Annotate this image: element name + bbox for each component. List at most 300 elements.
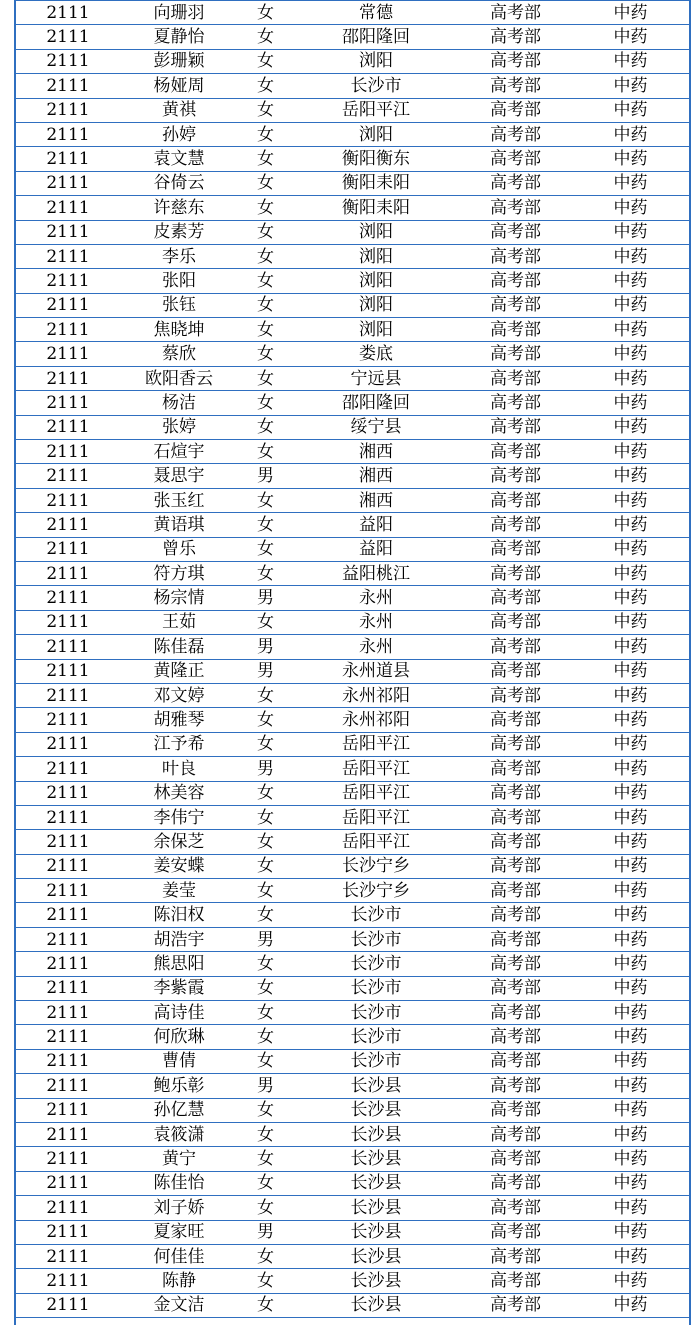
- department-cell: 高考部: [459, 1220, 572, 1244]
- gender-cell: 女: [238, 732, 293, 756]
- class-cell: 2111: [16, 781, 120, 805]
- gender-cell: 女: [238, 196, 293, 220]
- hometown-cell: 长沙市: [293, 1049, 459, 1073]
- major-cell: 中药: [572, 513, 689, 537]
- hometown-cell: 浏阳: [293, 293, 459, 317]
- table-row: [16, 1074, 689, 1098]
- class-cell: 2111: [16, 1196, 120, 1220]
- gender-cell: 女: [238, 537, 293, 561]
- hometown-cell: 永州道县: [293, 659, 459, 683]
- major-cell: 中药: [572, 391, 689, 415]
- hometown-cell: 永州: [293, 635, 459, 659]
- department-cell: 高考部: [459, 440, 572, 464]
- class-cell: 2111: [16, 1, 120, 25]
- name-cell: 焦晓坤: [120, 318, 238, 342]
- class-cell: 2111: [16, 927, 120, 951]
- department-cell: 高考部: [459, 464, 572, 488]
- major-cell: 中药: [572, 952, 689, 976]
- gender-cell: 男: [238, 1220, 293, 1244]
- gender-cell: 女: [238, 1269, 293, 1293]
- gender-cell: 女: [238, 122, 293, 146]
- class-cell: 2111: [16, 879, 120, 903]
- department-cell: 高考部: [459, 1269, 572, 1293]
- hometown-cell: 岳阳平江: [293, 805, 459, 829]
- major-cell: 中药: [572, 830, 689, 854]
- table-row: [16, 1147, 689, 1171]
- major-cell: 中药: [572, 171, 689, 195]
- name-cell: 邓文婷: [120, 683, 238, 707]
- table-row: [16, 659, 689, 683]
- gender-cell: 女: [238, 147, 293, 171]
- major-cell: 中药: [572, 708, 689, 732]
- hometown-cell: 湘西: [293, 488, 459, 512]
- gender-cell: 女: [238, 25, 293, 49]
- gender-cell: 女: [238, 879, 293, 903]
- class-cell: 2111: [16, 805, 120, 829]
- class-cell: 2111: [16, 1220, 120, 1244]
- class-cell: 2111: [16, 635, 120, 659]
- department-cell: 高考部: [459, 1098, 572, 1122]
- gender-cell: 男: [238, 635, 293, 659]
- name-cell: 黄隆正: [120, 659, 238, 683]
- table-row: [16, 25, 689, 49]
- name-cell: 陈静: [120, 1269, 238, 1293]
- major-cell: 中药: [572, 927, 689, 951]
- hometown-cell: 浏阳: [293, 269, 459, 293]
- hometown-cell: 长沙宁乡: [293, 879, 459, 903]
- gender-cell: 女: [238, 1025, 293, 1049]
- table-row: [16, 1, 689, 25]
- name-cell: 谷倚云: [120, 171, 238, 195]
- major-cell: 中药: [572, 318, 689, 342]
- table-row: [16, 513, 689, 537]
- table-row: [16, 244, 689, 268]
- name-cell: 符方琪: [120, 561, 238, 585]
- name-cell: 曹倩: [120, 1049, 238, 1073]
- class-cell: 2111: [16, 98, 120, 122]
- gender-cell: 男: [238, 1074, 293, 1098]
- gender-cell: 男: [238, 927, 293, 951]
- class-cell: 2111: [16, 1293, 120, 1317]
- hometown-cell: 长沙县: [293, 1074, 459, 1098]
- major-cell: 中药: [572, 1220, 689, 1244]
- major-cell: 中药: [572, 1001, 689, 1025]
- hometown-cell: 长沙县: [293, 1220, 459, 1244]
- class-cell: 2111: [16, 1171, 120, 1195]
- hometown-cell: 长沙县: [293, 1244, 459, 1268]
- department-cell: 高考部: [459, 537, 572, 561]
- hometown-cell: 长沙县: [293, 1196, 459, 1220]
- department-cell: 高考部: [459, 1049, 572, 1073]
- department-cell: 高考部: [459, 25, 572, 49]
- hometown-cell: 衡阳衡东: [293, 147, 459, 171]
- name-cell: 江予希: [120, 732, 238, 756]
- class-cell: 2111: [16, 269, 120, 293]
- department-cell: 高考部: [459, 318, 572, 342]
- hometown-cell: 长沙县: [293, 1098, 459, 1122]
- gender-cell: 男: [238, 464, 293, 488]
- major-cell: 中药: [572, 610, 689, 634]
- department-cell: 高考部: [459, 415, 572, 439]
- hometown-cell: 长沙市: [293, 1001, 459, 1025]
- gender-cell: 女: [238, 1196, 293, 1220]
- major-cell: 中药: [572, 1147, 689, 1171]
- table-row: [16, 415, 689, 439]
- table-row: [16, 903, 689, 927]
- name-cell: 李伟宁: [120, 805, 238, 829]
- table-row: [16, 488, 689, 512]
- hometown-cell: 永州: [293, 610, 459, 634]
- hometown-cell: 邵阳隆回: [293, 391, 459, 415]
- gender-cell: 女: [238, 1122, 293, 1146]
- department-cell: 高考部: [459, 1, 572, 25]
- name-cell: 张阳: [120, 269, 238, 293]
- class-cell: 2111: [16, 683, 120, 707]
- department-cell: 高考部: [459, 879, 572, 903]
- department-cell: 高考部: [459, 805, 572, 829]
- table-row: [16, 927, 689, 951]
- student-roster-table: [16, 0, 689, 1318]
- department-cell: 高考部: [459, 952, 572, 976]
- major-cell: 中药: [572, 293, 689, 317]
- major-cell: 中药: [572, 1269, 689, 1293]
- department-cell: 高考部: [459, 561, 572, 585]
- gender-cell: 女: [238, 1049, 293, 1073]
- name-cell: 王茹: [120, 610, 238, 634]
- major-cell: 中药: [572, 415, 689, 439]
- roster-body: [16, 1, 689, 1318]
- gender-cell: 女: [238, 391, 293, 415]
- class-cell: 2111: [16, 293, 120, 317]
- hometown-cell: 浏阳: [293, 244, 459, 268]
- major-cell: 中药: [572, 1098, 689, 1122]
- hometown-cell: 长沙市: [293, 927, 459, 951]
- class-cell: 2111: [16, 366, 120, 390]
- department-cell: 高考部: [459, 854, 572, 878]
- major-cell: 中药: [572, 1074, 689, 1098]
- table-row: [16, 1196, 689, 1220]
- class-cell: 2111: [16, 171, 120, 195]
- department-cell: 高考部: [459, 220, 572, 244]
- table-row: [16, 586, 689, 610]
- gender-cell: 女: [238, 318, 293, 342]
- gender-cell: 女: [238, 49, 293, 73]
- gender-cell: 女: [238, 220, 293, 244]
- gender-cell: 男: [238, 757, 293, 781]
- hometown-cell: 长沙县: [293, 1122, 459, 1146]
- table-row: [16, 854, 689, 878]
- major-cell: 中药: [572, 537, 689, 561]
- table-row: [16, 1220, 689, 1244]
- hometown-cell: 岳阳平江: [293, 830, 459, 854]
- gender-cell: 女: [238, 415, 293, 439]
- class-cell: 2111: [16, 537, 120, 561]
- table-row: [16, 561, 689, 585]
- major-cell: 中药: [572, 49, 689, 73]
- department-cell: 高考部: [459, 488, 572, 512]
- hometown-cell: 永州: [293, 586, 459, 610]
- department-cell: 高考部: [459, 586, 572, 610]
- class-cell: 2111: [16, 1122, 120, 1146]
- hometown-cell: 浏阳: [293, 318, 459, 342]
- table-row: [16, 391, 689, 415]
- student-roster-sheet: [14, 0, 691, 1325]
- major-cell: 中药: [572, 25, 689, 49]
- hometown-cell: 长沙市: [293, 952, 459, 976]
- department-cell: 高考部: [459, 1171, 572, 1195]
- department-cell: 高考部: [459, 610, 572, 634]
- hometown-cell: 长沙县: [293, 1171, 459, 1195]
- class-cell: 2111: [16, 25, 120, 49]
- table-row: [16, 879, 689, 903]
- name-cell: 金文洁: [120, 1293, 238, 1317]
- major-cell: 中药: [572, 879, 689, 903]
- class-cell: 2111: [16, 513, 120, 537]
- class-cell: 2111: [16, 1098, 120, 1122]
- table-row: [16, 635, 689, 659]
- table-row: [16, 366, 689, 390]
- department-cell: 高考部: [459, 708, 572, 732]
- major-cell: 中药: [572, 74, 689, 98]
- major-cell: 中药: [572, 1244, 689, 1268]
- gender-cell: 女: [238, 244, 293, 268]
- name-cell: 叶良: [120, 757, 238, 781]
- table-row: [16, 147, 689, 171]
- class-cell: 2111: [16, 1269, 120, 1293]
- table-row: [16, 732, 689, 756]
- gender-cell: 男: [238, 586, 293, 610]
- table-row: [16, 952, 689, 976]
- table-row: [16, 757, 689, 781]
- name-cell: 林美容: [120, 781, 238, 805]
- department-cell: 高考部: [459, 269, 572, 293]
- department-cell: 高考部: [459, 635, 572, 659]
- gender-cell: 女: [238, 1244, 293, 1268]
- table-row: [16, 781, 689, 805]
- gender-cell: 女: [238, 366, 293, 390]
- major-cell: 中药: [572, 1122, 689, 1146]
- name-cell: 曾乐: [120, 537, 238, 561]
- gender-cell: 女: [238, 1147, 293, 1171]
- hometown-cell: 益阳: [293, 513, 459, 537]
- gender-cell: 女: [238, 440, 293, 464]
- gender-cell: 女: [238, 342, 293, 366]
- name-cell: 陈佳磊: [120, 635, 238, 659]
- department-cell: 高考部: [459, 513, 572, 537]
- hometown-cell: 长沙县: [293, 1147, 459, 1171]
- name-cell: 胡雅琴: [120, 708, 238, 732]
- department-cell: 高考部: [459, 732, 572, 756]
- class-cell: 2111: [16, 854, 120, 878]
- major-cell: 中药: [572, 1293, 689, 1317]
- table-row: [16, 1122, 689, 1146]
- major-cell: 中药: [572, 1049, 689, 1073]
- class-cell: 2111: [16, 708, 120, 732]
- class-cell: 2111: [16, 1244, 120, 1268]
- table-row: [16, 464, 689, 488]
- class-cell: 2111: [16, 49, 120, 73]
- gender-cell: 女: [238, 781, 293, 805]
- class-cell: 2111: [16, 440, 120, 464]
- hometown-cell: 永州祁阳: [293, 708, 459, 732]
- hometown-cell: 岳阳平江: [293, 781, 459, 805]
- hometown-cell: 衡阳耒阳: [293, 196, 459, 220]
- department-cell: 高考部: [459, 1122, 572, 1146]
- gender-cell: 女: [238, 269, 293, 293]
- name-cell: 黄祺: [120, 98, 238, 122]
- gender-cell: 男: [238, 659, 293, 683]
- major-cell: 中药: [572, 635, 689, 659]
- department-cell: 高考部: [459, 1244, 572, 1268]
- name-cell: 黄语琪: [120, 513, 238, 537]
- hometown-cell: 宁远县: [293, 366, 459, 390]
- class-cell: 2111: [16, 1147, 120, 1171]
- department-cell: 高考部: [459, 122, 572, 146]
- name-cell: 何佳佳: [120, 1244, 238, 1268]
- class-cell: 2111: [16, 244, 120, 268]
- table-row: [16, 269, 689, 293]
- department-cell: 高考部: [459, 98, 572, 122]
- hometown-cell: 衡阳耒阳: [293, 171, 459, 195]
- gender-cell: 女: [238, 1171, 293, 1195]
- class-cell: 2111: [16, 74, 120, 98]
- name-cell: 蔡欣: [120, 342, 238, 366]
- table-row: [16, 830, 689, 854]
- hometown-cell: 永州祁阳: [293, 683, 459, 707]
- name-cell: 胡浩宇: [120, 927, 238, 951]
- table-row: [16, 1269, 689, 1293]
- name-cell: 夏家旺: [120, 1220, 238, 1244]
- class-cell: 2111: [16, 976, 120, 1000]
- name-cell: 高诗佳: [120, 1001, 238, 1025]
- name-cell: 黄宁: [120, 1147, 238, 1171]
- hometown-cell: 岳阳平江: [293, 732, 459, 756]
- gender-cell: 女: [238, 976, 293, 1000]
- table-row: [16, 537, 689, 561]
- class-cell: 2111: [16, 830, 120, 854]
- department-cell: 高考部: [459, 196, 572, 220]
- major-cell: 中药: [572, 757, 689, 781]
- table-row: [16, 440, 689, 464]
- gender-cell: 女: [238, 952, 293, 976]
- table-row: [16, 196, 689, 220]
- department-cell: 高考部: [459, 1074, 572, 1098]
- major-cell: 中药: [572, 488, 689, 512]
- hometown-cell: 邵阳隆回: [293, 25, 459, 49]
- major-cell: 中药: [572, 1196, 689, 1220]
- table-row: [16, 318, 689, 342]
- name-cell: 李紫霞: [120, 976, 238, 1000]
- table-row: [16, 49, 689, 73]
- major-cell: 中药: [572, 98, 689, 122]
- department-cell: 高考部: [459, 171, 572, 195]
- department-cell: 高考部: [459, 49, 572, 73]
- class-cell: 2111: [16, 903, 120, 927]
- class-cell: 2111: [16, 732, 120, 756]
- class-cell: 2111: [16, 757, 120, 781]
- class-cell: 2111: [16, 415, 120, 439]
- department-cell: 高考部: [459, 1196, 572, 1220]
- name-cell: 孙婷: [120, 122, 238, 146]
- hometown-cell: 长沙县: [293, 1293, 459, 1317]
- class-cell: 2111: [16, 122, 120, 146]
- class-cell: 2111: [16, 1074, 120, 1098]
- name-cell: 姜安蝶: [120, 854, 238, 878]
- hometown-cell: 浏阳: [293, 49, 459, 73]
- name-cell: 夏静怡: [120, 25, 238, 49]
- hometown-cell: 长沙市: [293, 976, 459, 1000]
- major-cell: 中药: [572, 903, 689, 927]
- table-row: [16, 1049, 689, 1073]
- table-row: [16, 976, 689, 1000]
- table-row: [16, 342, 689, 366]
- name-cell: 石煊宇: [120, 440, 238, 464]
- hometown-cell: 长沙宁乡: [293, 854, 459, 878]
- table-row: [16, 98, 689, 122]
- gender-cell: 女: [238, 854, 293, 878]
- name-cell: 何欣琳: [120, 1025, 238, 1049]
- department-cell: 高考部: [459, 830, 572, 854]
- table-row: [16, 122, 689, 146]
- table-row: [16, 610, 689, 634]
- class-cell: 2111: [16, 1049, 120, 1073]
- class-cell: 2111: [16, 561, 120, 585]
- hometown-cell: 益阳: [293, 537, 459, 561]
- hometown-cell: 长沙市: [293, 74, 459, 98]
- table-row: [16, 220, 689, 244]
- department-cell: 高考部: [459, 74, 572, 98]
- major-cell: 中药: [572, 805, 689, 829]
- major-cell: 中药: [572, 854, 689, 878]
- class-cell: 2111: [16, 196, 120, 220]
- department-cell: 高考部: [459, 659, 572, 683]
- department-cell: 高考部: [459, 927, 572, 951]
- gender-cell: 女: [238, 513, 293, 537]
- gender-cell: 女: [238, 293, 293, 317]
- gender-cell: 女: [238, 74, 293, 98]
- department-cell: 高考部: [459, 757, 572, 781]
- gender-cell: 女: [238, 561, 293, 585]
- hometown-cell: 长沙市: [293, 903, 459, 927]
- name-cell: 许慈东: [120, 196, 238, 220]
- table-row: [16, 683, 689, 707]
- name-cell: 张婷: [120, 415, 238, 439]
- hometown-cell: 绥宁县: [293, 415, 459, 439]
- table-row: [16, 1244, 689, 1268]
- major-cell: 中药: [572, 464, 689, 488]
- gender-cell: 女: [238, 1293, 293, 1317]
- class-cell: 2111: [16, 586, 120, 610]
- name-cell: 杨洁: [120, 391, 238, 415]
- name-cell: 彭珊颖: [120, 49, 238, 73]
- gender-cell: 女: [238, 610, 293, 634]
- hometown-cell: 浏阳: [293, 220, 459, 244]
- major-cell: 中药: [572, 244, 689, 268]
- department-cell: 高考部: [459, 683, 572, 707]
- department-cell: 高考部: [459, 1293, 572, 1317]
- class-cell: 2111: [16, 391, 120, 415]
- gender-cell: 女: [238, 1, 293, 25]
- gender-cell: 女: [238, 171, 293, 195]
- hometown-cell: 长沙县: [293, 1269, 459, 1293]
- gender-cell: 女: [238, 1001, 293, 1025]
- major-cell: 中药: [572, 732, 689, 756]
- gender-cell: 女: [238, 1098, 293, 1122]
- table-row: [16, 74, 689, 98]
- major-cell: 中药: [572, 1025, 689, 1049]
- department-cell: 高考部: [459, 342, 572, 366]
- gender-cell: 女: [238, 805, 293, 829]
